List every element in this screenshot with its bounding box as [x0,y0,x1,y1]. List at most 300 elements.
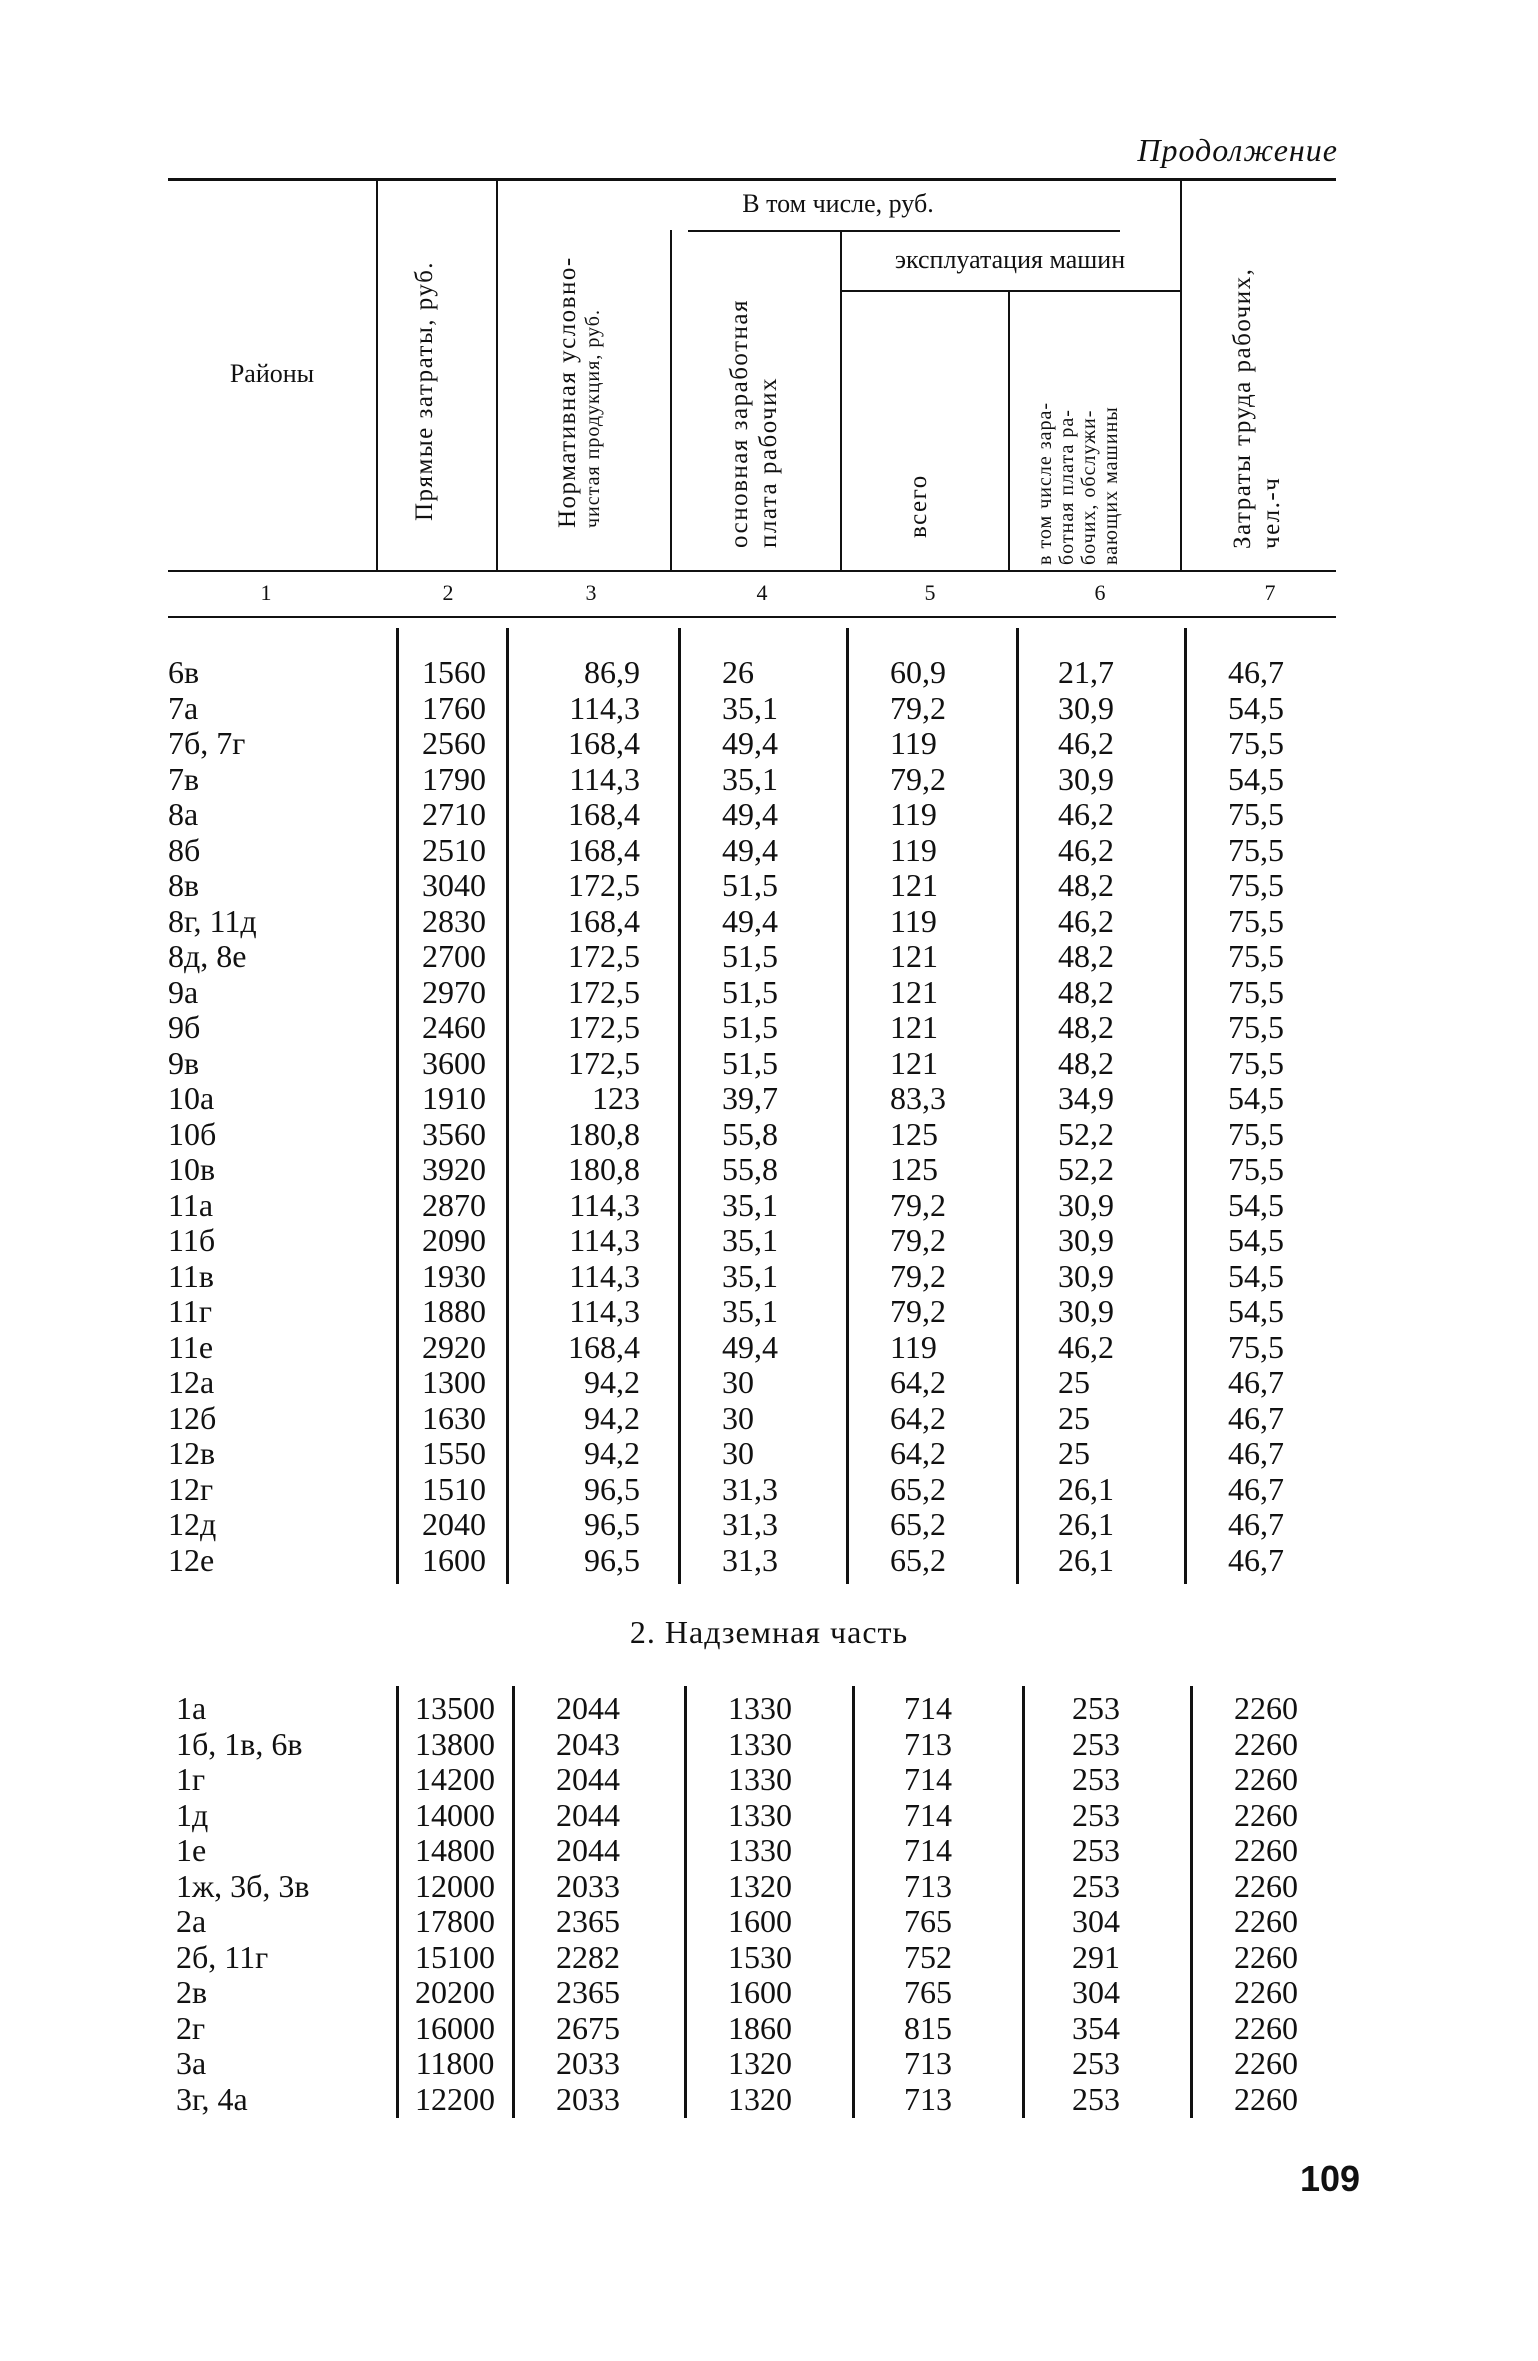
value-cell: 2090 [422,1222,486,1258]
district-cell: 9б [168,1009,201,1045]
value-cell: 26,1 [1058,1470,1114,1507]
header-text: основная заработная [726,299,753,548]
value-cell: 30 [722,1364,754,1400]
value-cell: 172,5 [568,867,640,903]
value-cell: 75,5 [1228,938,1284,974]
value-cell: 75,5 [1228,1328,1284,1365]
table-header [168,178,1336,570]
district-cell: 12а [168,1364,215,1400]
value-cell: 46,7 [1228,654,1284,690]
value-cell: 75,5 [1228,1151,1284,1187]
value-cell: 304 [1072,1903,1120,1939]
header-subgroup: эксплуатация машин [894,245,1126,274]
value-cell: 3920 [422,1151,486,1187]
table-row [168,725,1336,761]
value-cell: 2700 [422,938,486,974]
district-cell: 11г [168,1293,212,1329]
value-cell: 1320 [728,2045,792,2081]
value-cell: 79,2 [890,1293,946,1329]
district-cell: 7б, 7г [168,725,246,761]
table-row [168,1293,1336,1329]
district-cell: 11в [168,1257,214,1294]
value-cell: 1860 [728,2009,792,2046]
value-cell: 20200 [415,1974,495,2010]
value-cell: 253 [1072,2080,1120,2117]
page-number: 109 [1300,2158,1361,2199]
value-cell: 46,2 [1058,831,1114,868]
value-cell: 253 [1072,1725,1120,1762]
value-cell: 15100 [415,1938,495,1975]
value-cell: 1760 [422,689,486,726]
value-cell: 64,2 [890,1399,946,1436]
value-cell: 2033 [556,1867,620,1904]
table-row [168,1080,1336,1116]
value-cell: 96,5 [584,1470,640,1507]
table-row [168,1187,1336,1223]
table-row [168,2010,1336,2046]
value-cell: 1330 [728,1796,792,1833]
district-cell: 12г [168,1470,214,1507]
table-row [168,974,1336,1010]
value-cell: 114,3 [569,689,640,726]
value-cell: 114,3 [569,1186,640,1223]
value-cell: 94,2 [584,1364,640,1400]
value-cell: 114,3 [569,1293,640,1329]
value-cell: 2560 [422,725,486,761]
value-cell: 48,2 [1058,867,1114,903]
value-cell: 172,5 [568,938,640,974]
value-cell: 815 [904,2009,952,2046]
header-normative-production [553,228,613,528]
table-row [168,1435,1336,1471]
district-cell: 12д [168,1506,217,1542]
value-cell: 25 [1058,1364,1090,1400]
column-number: 2 [442,580,454,605]
value-cell: 253 [1072,1867,1120,1904]
value-cell: 55,8 [722,1151,778,1187]
value-cell: 11800 [415,2045,495,2081]
value-cell: 1600 [728,1903,792,1939]
table-row [168,690,1336,726]
value-cell: 75,5 [1228,831,1284,868]
value-cell: 83,3 [890,1080,946,1116]
value-cell: 75,5 [1228,1044,1284,1081]
value-cell: 1930 [422,1257,486,1294]
value-cell: 1600 [422,1541,486,1578]
district-cell: 8б [168,831,201,868]
district-cell: 1а [176,1690,207,1726]
value-cell: 30,9 [1058,1222,1114,1258]
value-cell: 46,7 [1228,1435,1284,1471]
value-cell: 25 [1058,1399,1090,1436]
table-row [168,1832,1336,1868]
value-cell: 1330 [728,1725,792,1762]
value-cell: 168,4 [568,902,640,939]
value-cell: 119 [890,831,937,868]
value-cell: 49,4 [722,1328,778,1365]
value-cell: 713 [904,2080,952,2117]
divider [496,178,498,570]
value-cell: 75,5 [1228,902,1284,939]
value-cell: 714 [904,1796,952,1833]
district-cell: 8г, 11д [168,902,257,939]
district-cell: 10а [168,1080,215,1116]
header-bottom-rule [168,570,1336,572]
value-cell: 13800 [415,1725,495,1762]
column-number: 4 [756,580,768,605]
header-text: в том числе зара- [1034,401,1056,565]
header-group: В том числе, руб. [742,189,934,218]
value-cell: 51,5 [722,1009,778,1045]
table-row [168,1761,1336,1797]
value-cell: 168,4 [568,831,640,868]
value-cell: 49,4 [722,725,778,761]
value-cell: 46,2 [1058,725,1114,761]
value-cell: 31,3 [722,1470,778,1507]
value-cell: 119 [890,725,937,761]
value-cell: 2365 [556,1903,620,1939]
value-cell: 1330 [728,1690,792,1726]
value-cell: 2830 [422,902,486,939]
value-cell: 30,9 [1058,1186,1114,1223]
value-cell: 2870 [422,1186,486,1223]
value-cell: 30,9 [1058,760,1114,797]
value-cell: 64,2 [890,1364,946,1400]
value-cell: 54,5 [1228,1080,1284,1116]
table-row [168,1364,1336,1400]
district-cell: 1д [176,1796,209,1833]
value-cell: 119 [890,796,937,832]
value-cell: 2970 [422,973,486,1010]
value-cell: 46,7 [1228,1541,1284,1578]
value-cell: 2044 [556,1690,620,1726]
district-cell: 2г [176,2009,206,2046]
header-text: чел.-ч [1258,476,1285,549]
district-cell: 10в [168,1151,216,1187]
value-cell: 2260 [1234,1867,1298,1904]
table-row [168,1116,1336,1152]
table-row [168,1690,1336,1726]
value-cell: 65,2 [890,1470,946,1507]
table-row [168,1868,1336,1904]
value-cell: 26 [722,654,754,690]
value-cell: 46,2 [1058,902,1114,939]
header-text: бочих, обслужи- [1078,409,1100,565]
value-cell: 1320 [728,2080,792,2117]
value-cell: 3560 [422,1115,486,1152]
divider [1008,290,1010,570]
value-cell: 31,3 [722,1506,778,1542]
value-cell: 39,7 [722,1080,778,1116]
value-cell: 25 [1058,1435,1090,1471]
value-cell: 168,4 [568,1328,640,1365]
value-cell: 31,3 [722,1541,778,1578]
value-cell: 2260 [1234,1903,1298,1939]
value-cell: 46,2 [1058,796,1114,832]
value-cell: 52,2 [1058,1151,1114,1187]
table-row [168,938,1336,974]
value-cell: 2260 [1234,1690,1298,1726]
value-cell: 121 [890,1044,938,1081]
district-cell: 9в [168,1044,200,1081]
value-cell: 2260 [1234,1761,1298,1797]
value-cell: 54,5 [1228,760,1284,797]
value-cell: 172,5 [568,1009,640,1045]
divider [1180,178,1182,570]
value-cell: 354 [1072,2009,1120,2046]
table-row [168,2081,1336,2117]
value-cell: 765 [904,1974,952,2010]
value-cell: 51,5 [722,938,778,974]
value-cell: 114,3 [569,1222,640,1258]
value-cell: 65,2 [890,1541,946,1578]
value-cell: 26,1 [1058,1506,1114,1542]
district-cell: 12б [168,1399,217,1436]
value-cell: 3600 [422,1044,486,1081]
value-cell: 12000 [415,1867,495,1904]
value-cell: 54,5 [1228,1186,1284,1223]
header-direct-costs [410,221,450,521]
value-cell: 253 [1072,1690,1120,1726]
value-cell: 1330 [728,1832,792,1868]
header-text: чистая продукция, руб. [582,309,604,528]
value-cell: 54,5 [1228,1222,1284,1258]
value-cell: 114,3 [569,1257,640,1294]
value-cell: 13500 [415,1690,495,1726]
value-cell: 75,5 [1228,973,1284,1010]
value-cell: 119 [890,1328,937,1365]
value-cell: 96,5 [584,1506,640,1542]
district-cell: 6в [168,654,200,690]
value-cell: 48,2 [1058,1044,1114,1081]
value-cell: 2510 [422,831,486,868]
district-cell: 7а [168,689,199,726]
table-row [168,867,1336,903]
column-numbers-row [168,574,1336,614]
table-row [168,903,1336,939]
header-text: Затраты труда рабочих, [1229,267,1256,549]
value-cell: 121 [890,867,938,903]
value-cell: 172,5 [568,1044,640,1081]
value-cell: 2260 [1234,1974,1298,2010]
value-cell: 30,9 [1058,1257,1114,1294]
value-cell: 75,5 [1228,796,1284,832]
value-cell: 253 [1072,2045,1120,2081]
header-text: ботная плата ра- [1056,409,1078,565]
value-cell: 172,5 [568,973,640,1010]
value-cell: 48,2 [1058,973,1114,1010]
value-cell: 54,5 [1228,1293,1284,1329]
value-cell: 2044 [556,1761,620,1797]
district-cell: 11а [168,1186,214,1223]
header-text: плата рабочих [755,376,782,548]
value-cell: 79,2 [890,689,946,726]
header-districts: Районы [229,359,315,388]
value-cell: 1510 [422,1470,486,1507]
value-cell: 2040 [422,1506,486,1542]
value-cell: 1600 [728,1974,792,2010]
column-number: 1 [260,580,272,605]
header-base-wages [725,248,785,548]
district-cell: 1г [176,1761,206,1797]
value-cell: 35,1 [722,1222,778,1258]
value-cell: 60,9 [890,654,946,690]
value-cell: 86,9 [584,654,640,690]
district-cell: 8в [168,867,200,903]
table-row [168,832,1336,868]
value-cell: 14200 [415,1761,495,1797]
value-cell: 1530 [728,1938,792,1975]
value-cell: 49,4 [722,831,778,868]
table-row [168,1329,1336,1365]
header-text: Прямые затраты, руб. [411,260,438,521]
value-cell: 79,2 [890,1186,946,1223]
value-cell: 75,5 [1228,1009,1284,1045]
value-cell: 79,2 [890,1257,946,1294]
table-row [168,1151,1336,1187]
table-row [168,796,1336,832]
value-cell: 30,9 [1058,689,1114,726]
value-cell: 2260 [1234,2009,1298,2046]
value-cell: 79,2 [890,1222,946,1258]
value-cell: 168,4 [568,796,640,832]
value-cell: 51,5 [722,1044,778,1081]
district-cell: 12в [168,1435,216,1471]
subgroup-rule [840,290,1180,292]
district-cell: 1б, 1в, 6в [176,1725,303,1762]
column-numbers-rule [168,616,1336,618]
value-cell: 714 [904,1690,952,1726]
value-cell: 2043 [556,1725,620,1762]
value-cell: 2260 [1234,1725,1298,1762]
value-cell: 2675 [556,2009,620,2046]
value-cell: 180,8 [568,1115,640,1152]
value-cell: 49,4 [722,796,778,832]
value-cell: 713 [904,1725,952,1762]
value-cell: 125 [890,1151,938,1187]
value-cell: 121 [890,973,938,1010]
district-cell: 9а [168,973,199,1010]
value-cell: 54,5 [1228,1257,1284,1294]
header-text: всего [905,474,932,538]
value-cell: 765 [904,1903,952,1939]
value-cell: 2044 [556,1796,620,1833]
value-cell: 46,7 [1228,1364,1284,1400]
value-cell: 21,7 [1058,654,1114,690]
value-cell: 46,7 [1228,1470,1284,1507]
value-cell: 54,5 [1228,689,1284,726]
district-cell: 2а [176,1903,207,1939]
value-cell: 714 [904,1832,952,1868]
value-cell: 30 [722,1435,754,1471]
table-row [168,1797,1336,1833]
value-cell: 304 [1072,1974,1120,2010]
column-number: 5 [924,580,936,605]
value-cell: 121 [890,938,938,974]
value-cell: 30 [722,1399,754,1436]
value-cell: 96,5 [584,1541,640,1578]
table-row [168,654,1336,690]
value-cell: 55,8 [722,1115,778,1152]
value-cell: 3040 [422,867,486,903]
value-cell: 79,2 [890,760,946,797]
value-cell: 35,1 [722,1186,778,1223]
value-cell: 2044 [556,1832,620,1868]
table-row [168,761,1336,797]
value-cell: 2710 [422,796,486,832]
value-cell: 26,1 [1058,1541,1114,1578]
value-cell: 121 [890,1009,938,1045]
value-cell: 253 [1072,1761,1120,1797]
district-cell: 1ж, 3б, 3в [176,1867,310,1904]
value-cell: 94,2 [584,1399,640,1436]
divider [376,178,378,570]
value-cell: 35,1 [722,760,778,797]
district-cell: 8а [168,796,199,832]
value-cell: 94,2 [584,1435,640,1471]
value-cell: 46,7 [1228,1506,1284,1542]
header-machine-wages [1034,313,1126,565]
value-cell: 713 [904,1867,952,1904]
table-row [168,1222,1336,1258]
table-row [168,1726,1336,1762]
value-cell: 1330 [728,1761,792,1797]
value-cell: 48,2 [1058,938,1114,974]
table-row [168,1939,1336,1975]
value-cell: 51,5 [722,867,778,903]
value-cell: 253 [1072,1832,1120,1868]
district-cell: 1е [176,1832,207,1868]
value-cell: 75,5 [1228,725,1284,761]
value-cell: 75,5 [1228,1115,1284,1152]
district-cell: 11б [168,1222,216,1258]
column-number: 7 [1264,580,1276,605]
table-row [168,1974,1336,2010]
value-cell: 46,2 [1058,1328,1114,1365]
value-cell: 1630 [422,1399,486,1436]
value-cell: 1910 [422,1080,486,1116]
table-row [168,1903,1336,1939]
value-cell: 16000 [415,2009,495,2046]
value-cell: 713 [904,2045,952,2081]
value-cell: 17800 [415,1903,495,1939]
district-cell: 7в [168,760,200,797]
header-total [904,338,944,538]
value-cell: 35,1 [722,1293,778,1329]
value-cell: 1790 [422,760,486,797]
value-cell: 30,9 [1058,1293,1114,1329]
column-number: 3 [585,580,597,605]
column-number: 6 [1094,580,1106,605]
district-cell: 3а [176,2045,207,2081]
value-cell: 64,2 [890,1435,946,1471]
value-cell: 49,4 [722,902,778,939]
value-cell: 2920 [422,1328,486,1365]
table-row [168,1542,1336,1578]
value-cell: 168,4 [568,725,640,761]
section2-title: 2. Надземная часть [629,1614,909,1650]
value-cell: 14800 [415,1832,495,1868]
district-cell: 8д, 8е [168,938,247,974]
value-cell: 75,5 [1228,867,1284,903]
value-cell: 714 [904,1761,952,1797]
value-cell: 253 [1072,1796,1120,1833]
value-cell: 2033 [556,2045,620,2081]
value-cell: 2460 [422,1009,486,1045]
value-cell: 180,8 [568,1151,640,1187]
value-cell: 2260 [1234,1832,1298,1868]
value-cell: 52,2 [1058,1115,1114,1152]
